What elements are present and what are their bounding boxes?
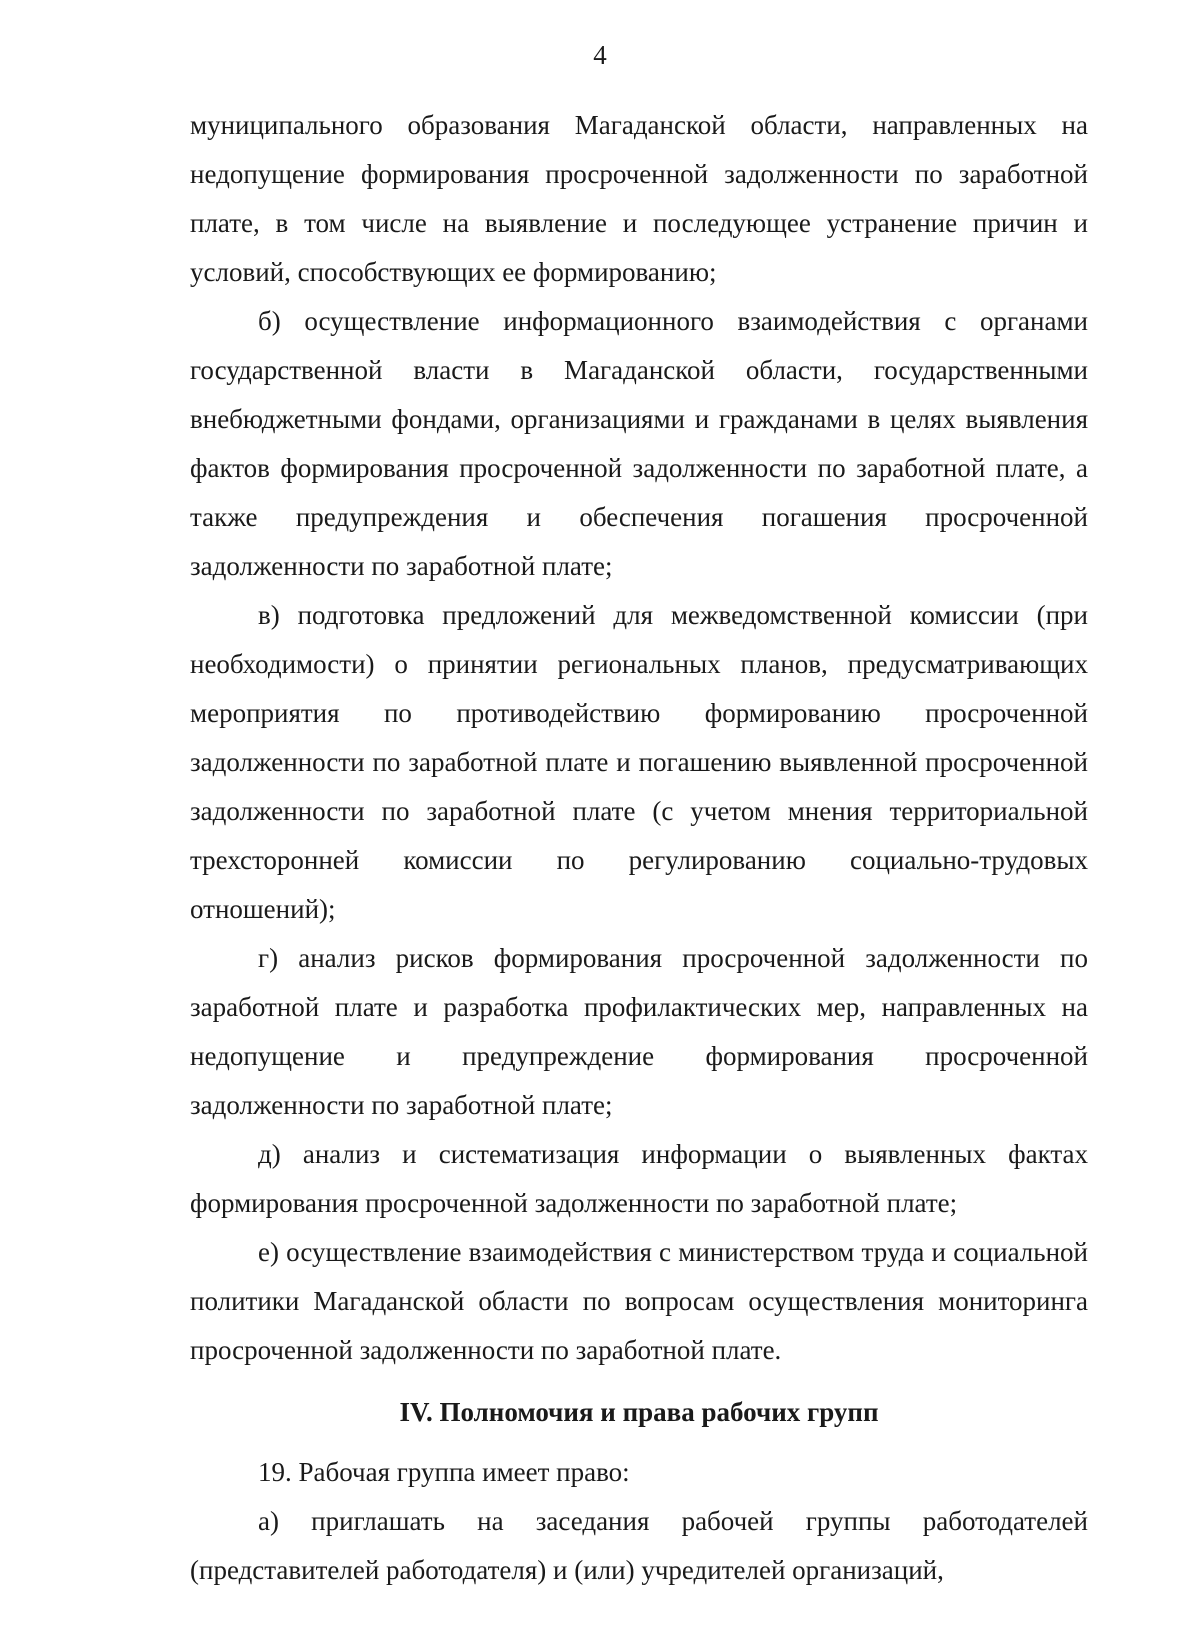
section-heading: IV. Полномочия и права рабочих групп [399, 1397, 879, 1427]
paragraph-clause-19: 19. Рабочая группа имеет право: [258, 1457, 630, 1487]
paragraph-continuation: муниципального образования Магаданской области, направленных на недопущение формирования просроченной задолженности по заработной плате, в том числе на выявление и последующее устранение причин и условий, способствующих ее формированию; [190, 110, 1088, 287]
paragraph-item-v: в) подготовка предложений для межведомственной комиссии (при необходимости) о принятии региональных планов, предусматривающих мероприятия по противодействию формированию просроченной задолженности по заработной плате и погашению выявленной просроченной задолженности по заработной плате (с учетом мнения территориальной трехсторонней комиссии по регулированию социально-трудовых отношений); [190, 600, 1088, 924]
page-number: 4 [593, 40, 607, 70]
paragraph-item-d: д) анализ и систематизация информации о выявленных фактах формирования просроченной задолженности по заработной плате; [190, 1139, 1088, 1218]
paragraph-item-e: е) осуществление взаимодействия с министерством труда и социальной политики Магаданской области по вопросам осуществления мониторинга просроченной задолженности по заработной плате. [190, 1237, 1088, 1365]
document-body [190, 101, 1088, 1595]
paragraph-item-g: г) анализ рисков формирования просроченной задолженности по заработной плате и разработка профилактических мер, направленных на недопущение и предупреждение формирования просроченной задолженности по заработной плате; [190, 943, 1088, 1120]
paragraph-item-b: б) осуществление информационного взаимодействия с органами государственной власти в Магаданской области, государственными внебюджетными фондами, организациями и гражданами в целях выявления фактов формирования просроченной задолженности по заработной плате, а также предупреждения и обеспечения погашения просроченной задолженности по заработной плате; [190, 306, 1088, 581]
paragraph-item-a: а) приглашать на заседания рабочей группы работодателей (представителей работодателя) и (или) учредителей организаций, [190, 1506, 1088, 1585]
